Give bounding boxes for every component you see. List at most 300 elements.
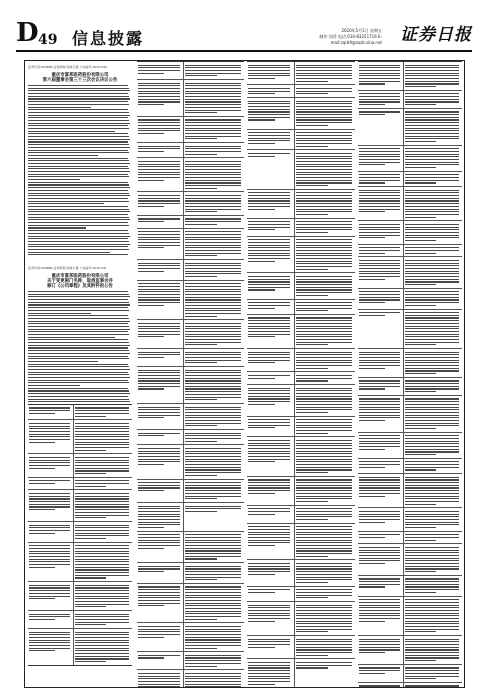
newspaper-logo: 证券日报	[400, 25, 472, 45]
text-line	[28, 307, 128, 308]
text-line	[28, 380, 128, 381]
table-cell	[404, 257, 462, 287]
text-line	[28, 342, 129, 343]
table-cell	[404, 576, 462, 596]
table-cell	[28, 478, 74, 490]
table-cell	[358, 221, 404, 243]
table-cell	[295, 85, 355, 97]
table-cell	[295, 273, 355, 298]
text-line	[28, 401, 130, 402]
table-row	[247, 437, 355, 477]
table-row	[247, 602, 355, 636]
table-row	[137, 117, 244, 143]
text-line	[28, 254, 128, 255]
table-cell	[74, 582, 132, 610]
table-cell	[137, 404, 184, 429]
table-cell	[358, 576, 404, 596]
notice-1-body	[28, 85, 132, 255]
table-cell	[247, 300, 295, 314]
table-row	[137, 281, 244, 321]
text-line	[28, 227, 86, 228]
table-row	[358, 665, 462, 683]
page-letter: D	[16, 18, 39, 48]
table-row	[247, 506, 355, 524]
text-line	[28, 117, 128, 118]
table-cell	[247, 98, 295, 128]
table-cell	[295, 437, 355, 476]
text-line	[28, 385, 80, 386]
table-cell	[404, 146, 462, 171]
table-cell	[358, 289, 404, 309]
table-row	[358, 257, 462, 288]
table-cell	[358, 665, 404, 682]
notice-2-body	[28, 291, 132, 402]
text-line	[28, 390, 129, 391]
text-line	[28, 372, 128, 373]
text-line	[28, 382, 129, 383]
table-cell	[295, 98, 355, 128]
text-line	[28, 331, 128, 332]
text-line	[28, 236, 130, 237]
text-line	[28, 222, 128, 223]
table-cell	[358, 109, 404, 145]
section-title: 信息披露	[72, 29, 145, 48]
table-cell	[295, 560, 355, 585]
table-cell	[184, 367, 244, 403]
text-line	[28, 206, 128, 207]
table-row	[247, 85, 355, 98]
table-cell	[184, 503, 244, 531]
table-cell	[247, 659, 295, 687]
table-row	[28, 420, 132, 454]
table-cell	[137, 563, 184, 583]
table-cell	[404, 459, 462, 473]
table-cell	[358, 62, 404, 90]
amendment-table-3	[358, 61, 462, 687]
table-cell	[137, 584, 184, 623]
table-row	[358, 683, 462, 687]
text-line	[28, 219, 130, 220]
table-cell	[137, 503, 184, 531]
text-line	[28, 101, 128, 102]
table-row	[358, 91, 462, 109]
table-row	[247, 150, 355, 190]
text-line	[28, 366, 129, 367]
text-line	[28, 179, 80, 180]
table-row	[137, 623, 244, 652]
table-row	[247, 417, 355, 438]
table-row	[28, 454, 132, 477]
table-row	[137, 404, 244, 430]
table-cell	[137, 670, 184, 687]
table-cell	[247, 315, 295, 348]
table-cell	[184, 563, 244, 583]
text-line	[28, 174, 128, 175]
table-cell	[184, 143, 244, 157]
table-row	[247, 524, 355, 561]
table-cell	[295, 62, 355, 84]
table-cell	[247, 417, 295, 437]
table-cell	[28, 611, 74, 628]
amendment-table-2	[247, 61, 355, 687]
table-cell	[184, 62, 244, 79]
table-row	[358, 636, 462, 665]
table-cell	[247, 506, 295, 523]
table-cell	[358, 257, 404, 287]
table-row	[358, 378, 462, 396]
table-row	[358, 544, 462, 575]
table-row	[247, 659, 355, 687]
table-cell	[404, 221, 462, 243]
table-cell	[358, 474, 404, 507]
table-cell	[247, 62, 295, 84]
text-line	[28, 244, 130, 245]
table-cell	[137, 158, 184, 191]
table-row	[358, 109, 462, 146]
text-line	[28, 252, 110, 253]
table-cell	[404, 62, 462, 90]
table-cell	[74, 543, 132, 582]
text-line	[28, 399, 129, 400]
table-cell	[404, 91, 462, 108]
table-row	[358, 172, 462, 187]
table-cell	[404, 508, 462, 530]
text-line	[28, 238, 128, 239]
table-cell	[247, 560, 295, 585]
notice-1-head	[28, 73, 132, 83]
table-row	[247, 587, 355, 602]
table-cell	[137, 80, 184, 116]
table-row	[358, 146, 462, 172]
text-line	[28, 158, 128, 159]
table-row	[247, 385, 355, 416]
table-cell	[358, 187, 404, 220]
table-cell	[74, 478, 132, 490]
table-cell	[358, 433, 404, 458]
table-row	[358, 597, 462, 637]
table-cell	[184, 216, 244, 228]
text-line	[28, 90, 130, 91]
table-row	[358, 459, 462, 474]
table-cell	[137, 281, 184, 320]
table-row	[358, 349, 462, 378]
table-cell	[184, 158, 244, 191]
table-cell	[404, 683, 462, 687]
text-line	[28, 187, 130, 188]
text-line	[28, 350, 129, 351]
table-cell	[295, 130, 355, 150]
table-cell	[184, 532, 244, 562]
table-row	[28, 543, 132, 583]
table-cell	[28, 405, 74, 419]
table-cell	[184, 281, 244, 320]
notice-2-company: 重庆市富邦医药股份有限公司	[51, 274, 109, 279]
table-cell	[295, 587, 355, 601]
table-row	[137, 62, 244, 80]
table-cell	[184, 320, 244, 348]
table-row	[137, 260, 244, 281]
table-row	[137, 652, 244, 670]
table-row	[28, 522, 132, 543]
text-line	[28, 190, 128, 191]
text-line	[28, 393, 130, 394]
text-line	[28, 93, 128, 94]
table-cell	[28, 522, 74, 542]
table-cell	[358, 636, 404, 664]
table-cell	[74, 490, 132, 520]
table-cell	[358, 508, 404, 530]
table-cell	[404, 187, 462, 220]
table-row	[247, 315, 355, 349]
table-cell	[295, 190, 355, 218]
text-line	[28, 171, 130, 172]
column-1	[28, 61, 132, 687]
table-cell	[184, 652, 244, 669]
table-row	[137, 320, 244, 349]
table-cell	[28, 582, 74, 610]
text-line	[28, 339, 128, 340]
table-row	[28, 611, 132, 629]
text-line	[28, 98, 130, 99]
table-row	[358, 289, 462, 310]
table-cell	[404, 310, 462, 349]
text-line	[28, 107, 91, 108]
table-row	[247, 62, 355, 85]
column-4	[358, 61, 462, 687]
table-cell	[247, 385, 295, 415]
table-cell	[295, 524, 355, 560]
table-cell	[28, 454, 74, 476]
text-line	[28, 193, 129, 194]
table-cell	[137, 260, 184, 280]
table-cell	[247, 372, 295, 384]
text-line	[28, 249, 129, 250]
page-header	[14, 18, 472, 48]
table-cell	[295, 372, 355, 384]
table-cell	[74, 405, 132, 419]
table-cell	[404, 532, 462, 544]
amendment-table-1	[137, 61, 244, 687]
text-line	[28, 299, 128, 300]
table-cell	[184, 430, 244, 444]
notice-2-head	[28, 274, 132, 289]
text-line	[28, 345, 130, 346]
text-line	[28, 176, 129, 177]
table-cell	[404, 349, 462, 377]
text-line	[28, 144, 129, 145]
table-cell	[358, 597, 404, 636]
table-row	[247, 300, 355, 315]
table-cell	[358, 378, 404, 395]
table-cell	[295, 349, 355, 371]
table-row	[247, 98, 355, 129]
text-line	[28, 150, 128, 151]
table-row	[358, 474, 462, 508]
table-row	[247, 477, 355, 506]
contact-line: 制作:刘萍 电话:010-83251716 E-mail:zqrb9@zqrb.sina.net	[319, 34, 382, 45]
table-cell	[295, 237, 355, 273]
table-row	[247, 273, 355, 299]
notice-2-title-line-1: 关于变更部门名称、取消监事会并	[47, 279, 113, 284]
table-cell	[404, 396, 462, 432]
table-cell	[184, 260, 244, 280]
text-line	[28, 203, 104, 204]
table-cell	[358, 459, 404, 473]
page-frame	[24, 60, 465, 688]
table-cell	[404, 433, 462, 458]
table-cell	[184, 349, 244, 366]
table-cell	[137, 216, 184, 228]
table-row	[137, 430, 244, 445]
text-line	[28, 377, 130, 378]
text-line	[28, 133, 128, 134]
text-line	[28, 291, 128, 292]
table-cell	[358, 683, 404, 687]
text-line	[28, 182, 128, 183]
table-row	[28, 405, 132, 420]
table-cell	[358, 310, 404, 349]
text-line	[28, 166, 128, 167]
text-line	[28, 209, 129, 210]
text-line	[28, 131, 115, 132]
table-cell	[295, 315, 355, 348]
table-cell	[404, 474, 462, 507]
table-row	[28, 582, 132, 611]
table-cell	[295, 636, 355, 658]
table-cell	[137, 430, 184, 444]
table-row	[137, 367, 244, 404]
text-line	[28, 211, 130, 212]
table-cell	[184, 117, 244, 142]
text-line	[28, 241, 129, 242]
table-row	[358, 245, 462, 258]
notice-2-table	[28, 404, 132, 666]
text-line	[28, 201, 129, 202]
text-line	[28, 233, 129, 234]
text-line	[28, 321, 130, 322]
text-line	[28, 315, 128, 316]
table-cell	[247, 636, 295, 658]
table-cell	[404, 665, 462, 682]
table-cell	[247, 190, 295, 218]
column-3	[247, 61, 355, 687]
table-row	[137, 80, 244, 117]
text-line	[28, 96, 129, 97]
table-row	[137, 445, 244, 479]
table-cell	[137, 229, 184, 259]
text-line	[28, 361, 98, 362]
table-cell	[404, 544, 462, 574]
table-cell	[184, 192, 244, 214]
table-row	[358, 508, 462, 531]
table-cell	[358, 245, 404, 257]
table-cell	[247, 219, 295, 236]
table-cell	[247, 150, 295, 189]
table-row	[137, 503, 244, 532]
text-line	[28, 195, 130, 196]
table-cell	[247, 437, 295, 476]
text-line	[28, 318, 129, 319]
table-cell	[184, 404, 244, 429]
table-cell	[137, 62, 184, 79]
header-meta	[272, 28, 382, 46]
table-cell	[247, 85, 295, 97]
table-cell	[247, 349, 295, 371]
text-line	[28, 326, 129, 327]
text-line	[28, 337, 115, 338]
notice-2-code: 证券代码:600688 证券简称:冠城大通 公告编号:2020-041	[28, 266, 107, 270]
table-cell	[247, 273, 295, 298]
table-cell	[358, 532, 404, 544]
table-cell	[404, 245, 462, 257]
table-cell	[28, 629, 74, 665]
table-cell	[28, 420, 74, 453]
table-row	[358, 396, 462, 433]
text-line	[28, 163, 130, 164]
table-cell	[404, 378, 462, 395]
text-line	[28, 141, 128, 142]
text-line	[28, 294, 129, 295]
header-rule	[16, 50, 472, 52]
text-line	[28, 112, 129, 113]
table-row	[358, 433, 462, 459]
text-line	[28, 334, 129, 335]
page-number: 49	[38, 32, 58, 48]
text-line	[28, 160, 129, 161]
table-row	[358, 532, 462, 545]
table-cell	[404, 597, 462, 636]
text-line	[28, 358, 129, 359]
table-row	[137, 532, 244, 563]
table-cell	[295, 506, 355, 523]
text-line	[28, 347, 128, 348]
table-row	[358, 576, 462, 597]
table-row	[137, 349, 244, 367]
table-cell	[28, 543, 74, 582]
table-cell	[184, 80, 244, 116]
text-line	[28, 304, 130, 305]
table-row	[137, 158, 244, 192]
table-cell	[295, 477, 355, 505]
table-cell	[137, 532, 184, 562]
table-cell	[247, 524, 295, 560]
table-row	[247, 190, 355, 219]
table-row	[137, 670, 244, 687]
table-row	[137, 480, 244, 503]
text-line	[28, 214, 128, 215]
table-cell	[137, 349, 184, 366]
table-cell	[295, 417, 355, 437]
table-cell	[404, 289, 462, 309]
text-line	[28, 139, 130, 140]
text-line	[28, 313, 91, 314]
table-cell	[404, 172, 462, 186]
table-cell	[137, 623, 184, 651]
table-row	[137, 143, 244, 158]
table-cell	[74, 420, 132, 453]
table-cell	[184, 584, 244, 623]
text-line	[28, 155, 98, 156]
table-cell	[137, 367, 184, 403]
table-row	[358, 187, 462, 221]
text-line	[28, 329, 130, 330]
table-row	[28, 490, 132, 521]
table-cell	[74, 629, 132, 665]
table-cell	[358, 349, 404, 377]
text-line	[28, 184, 129, 185]
table-cell	[358, 544, 404, 574]
table-cell	[404, 109, 462, 145]
